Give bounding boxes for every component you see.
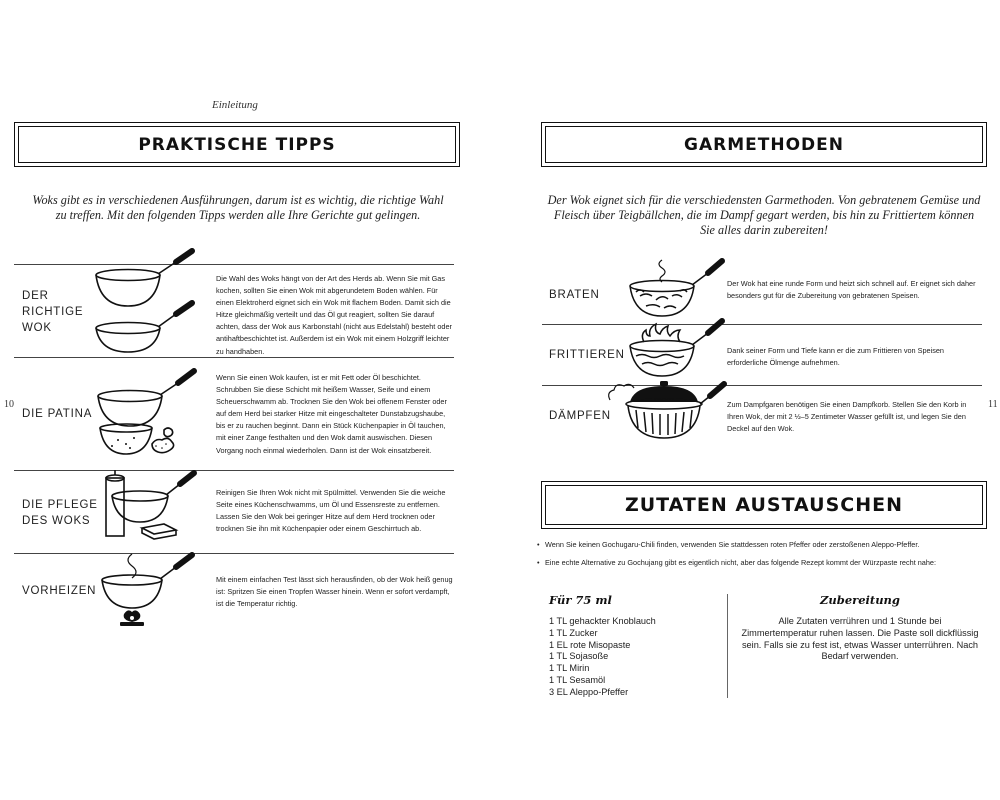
list-item: 1 TL Sojasoße bbox=[549, 651, 609, 662]
column-divider bbox=[727, 594, 728, 698]
substitute-title-box bbox=[541, 481, 987, 529]
right-title-box bbox=[541, 122, 987, 167]
list-item: 1 TL gehackter Knoblauch bbox=[549, 616, 656, 626]
tip-label-patina: DIE PATINA bbox=[22, 408, 93, 420]
section-label: Einleitung bbox=[212, 99, 258, 111]
page-number-right: 11 bbox=[988, 399, 998, 410]
list-item: 1 TL Sesamöl bbox=[549, 674, 606, 685]
right-intro-text: Der Wok eignet sich für die verschiedensten Garmethoden. Von gebratenem Gemüse und Fleisch über Teigbällchen, die im Dampf gegart werden, bis hin zu Frittiertem können Sie alles darin zubereiten! bbox=[547, 193, 981, 237]
preparation-text: Alle Zutaten verrühren und 1 Stunde bei Zimmertemperatur ruhen lassen. Die Paste soll dickflüssig sein. Falls sie zu fest ist, etwas Wasser unterrühren. Nach Bedarf verwenden. bbox=[741, 616, 979, 662]
method-label-daempfen: DÄMPFEN bbox=[549, 410, 611, 422]
divider bbox=[14, 470, 454, 471]
wok-with-paper-roll-and-sponge-illustration bbox=[96, 466, 206, 546]
page-number-left: 10 bbox=[4, 399, 14, 410]
list-item: • Wenn Sie keinen Gochugaru-Chili finden, verwenden Sie stattdessen roten Pfeffer oder zerstoßenen Aleppo-Pfeffer. bbox=[537, 536, 982, 554]
method-text-daempfen: Zum Dampfgaren benötigen Sie einen Dampfkorb. Stellen Sie den Korb in Ihren Wok, der mit 2 ½–5 Zentimeter Wasser gefüllt ist, und legen Sie den Deckel auf den Wok. bbox=[727, 400, 967, 434]
method-label-frittieren: FRITTIEREN bbox=[549, 349, 625, 361]
divider bbox=[542, 324, 982, 325]
tip-label-pflege: DIE PFLEGE DES WOKS bbox=[22, 499, 98, 527]
list-item: • Eine echte Alternative zu Gochujang gibt es eigentlich nicht, aber das folgende Rezept kommt der Würzpaste recht nahe: bbox=[537, 554, 982, 572]
list-item: 1 TL Mirin bbox=[549, 663, 590, 674]
tip-text-vorheizen: Mit einem einfachen Test lässt sich herausfinden, ob der Wok heiß genug ist: Spritzen Sie einen Tropfen Wasser hinein. Wenn er sofort verdampft, ist die Temperatur richtig. bbox=[216, 575, 453, 609]
substitute-bullet-list bbox=[537, 536, 982, 572]
wok-on-gas-flame-illustration bbox=[94, 548, 204, 636]
stir-fry-wok-illustration bbox=[622, 256, 728, 324]
divider bbox=[14, 264, 454, 265]
two-woks-illustration bbox=[92, 248, 202, 360]
method-text-braten: Der Wok hat eine runde Form und heizt sich schnell auf. Er eignet sich daher besonders gut für die Zubereitung von gebratenen Speisen. bbox=[727, 279, 976, 301]
left-intro-text: Woks gibt es in verschiedenen Ausführungen, darum ist es wichtig, die richtige Wahl zu treffen. Mit den folgenden Tipps werden alle Ihre Gerichte gut gelingen. bbox=[32, 193, 444, 222]
tip-text-patina: Wenn Sie einen Wok kaufen, ist er mit Fett oder Öl beschichtet. Schrubben Sie diese Schicht mit heißem Wasser, Seife und einem Scheuerschwamm ab. Trocknen Sie den Wok bei offenem Fenster oder auf dem Herd bei starker Hitze mit eingeschalteter Dunstabzugshaube, bis er zu rauchen beginnt. Dann ein Stück Küchenpapier in Öl tauchen, mit einer Zange festhalten und den Wok damit auswischen. Diesen Vorgang noch einmal wiederholen. Dann ist der Wok einsatzbereit. bbox=[216, 373, 447, 455]
method-label-braten: BRATEN bbox=[549, 289, 600, 301]
list-item: 3 EL Aleppo-Pfeffer bbox=[549, 686, 629, 697]
list-item: 1 TL Zucker bbox=[549, 627, 598, 638]
list-item: 1 EL rote Misopaste bbox=[549, 639, 631, 650]
tip-label-vorheizen: VORHEIZEN bbox=[22, 585, 97, 597]
left-title-box bbox=[14, 122, 460, 167]
tip-text-pflege: Reinigen Sie Ihren Wok nicht mit Spülmittel. Verwenden Sie die weiche Seite eines Küchenschwamms, um Öl und Essensreste zu entfernen. Lassen Sie den Wok bei geringer Hitze auf dem Herd trocknen oder trocknen Sie ihn mit Küchenpapier oder einem Geschirrtuch ab. bbox=[216, 488, 446, 534]
steamer-wok-illustration bbox=[606, 378, 730, 444]
method-text-frittieren: Dank seiner Form und Tiefe kann er die zum Frittieren von Speisen erforderliche Ölmenge aufnehmen. bbox=[727, 346, 944, 368]
ingredients-list bbox=[549, 616, 656, 699]
substitute-title: ZUTATEN AUSTAUSCHEN bbox=[624, 494, 904, 516]
tip-label-richtige-wok: DER RICHTIGE WOK bbox=[22, 290, 84, 334]
tip-text-richtige-wok: Die Wahl des Woks hängt von der Art des Herds ab. Wenn Sie mit Gas kochen, sollten Sie einen Wok mit abgerundetem Boden wählen. Für einen Elektroherd eignet sich ein Wok mit flachem Boden. Damit sich die Hitze gleichmäßig verteilt und das Öl gut reagiert, sollten Sie darauf achten, dass der Wok aus Karbonstahl (nicht aus Edelstahl) besteht oder antihaftbeschichtet ist. Außerdem ist ein Wok mit einem Holzgriff leichter zu handhaben. bbox=[216, 274, 452, 356]
divider bbox=[14, 553, 454, 554]
ingredients-heading: Für 75 ml bbox=[549, 593, 612, 607]
left-page-title: PRAKTISCHE TIPPS bbox=[138, 134, 336, 155]
deep-fry-wok-illustration bbox=[622, 316, 728, 384]
right-page-title: GARMETHODEN bbox=[684, 134, 844, 155]
wok-with-bowl-illustration bbox=[92, 366, 204, 468]
preparation-heading: Zubereitung bbox=[820, 593, 900, 607]
